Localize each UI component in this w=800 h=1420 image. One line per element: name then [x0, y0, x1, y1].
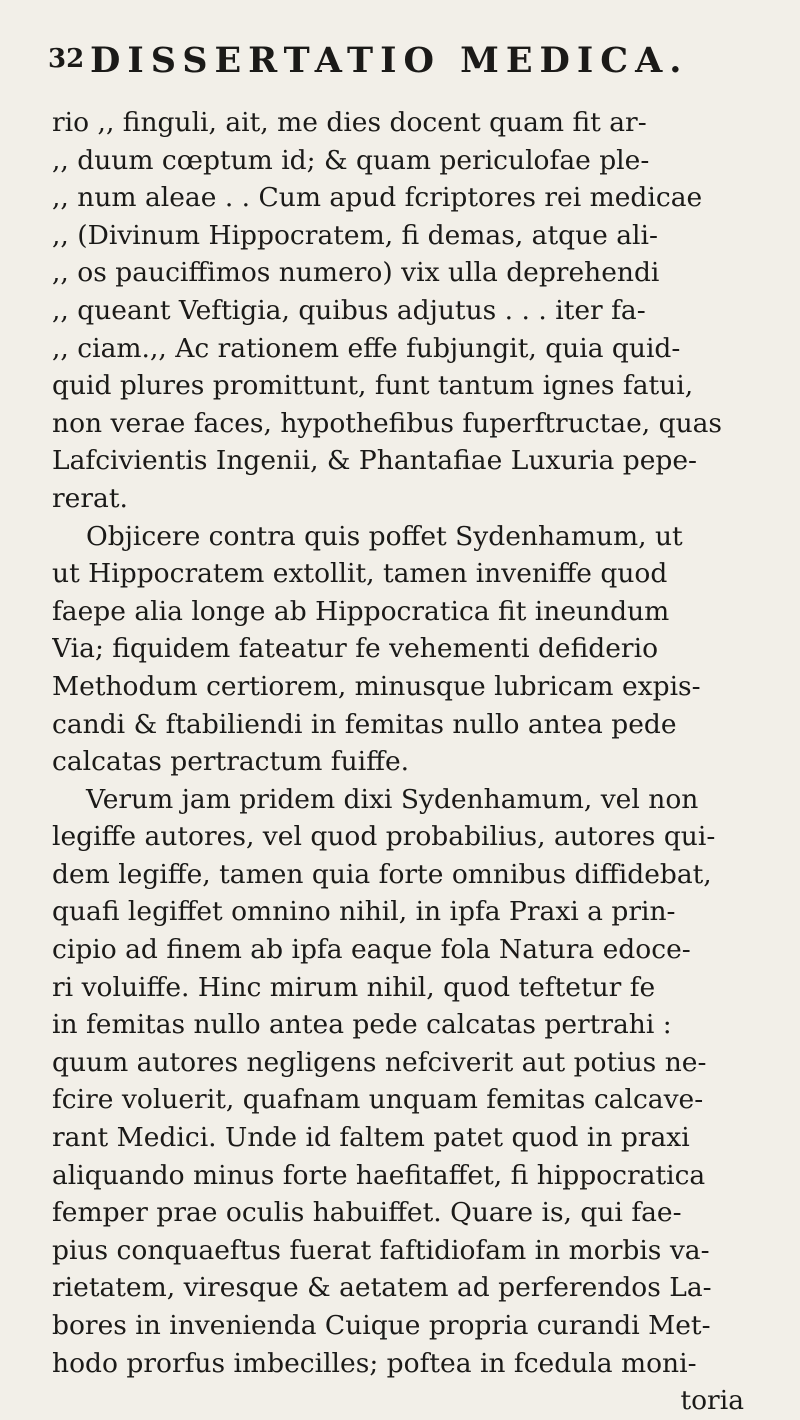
text-line: femper prae oculis habuiffet. Quare is, qui fae- — [52, 1197, 682, 1229]
text-line: Via; fiquidem fateatur fe vehementi defiderio — [52, 633, 659, 665]
text-line: fcire voluerit, quafnam unquam femitas calcave- — [52, 1084, 704, 1116]
text-line: quid plures promittunt, funt tantum ignes fatui, — [52, 370, 694, 402]
text-line: rerat. — [52, 482, 128, 514]
text-line: rant Medici. Unde id faltem patet quod in praxi — [52, 1122, 690, 1154]
text-line: faepe alia longe ab Hippocratica fit ineundum — [52, 595, 670, 627]
text-line: Verum jam pridem dixi Sydenhamum, vel non — [86, 783, 699, 815]
text-line: pius conquaeftus fuerat faftidiofam in morbis va- — [52, 1234, 710, 1266]
text-line: quum autores negligens nefciverit aut potius ne- — [52, 1046, 707, 1078]
text-line: ,, queant Veftigia, quibus adjutus . . . iter fa- — [52, 294, 646, 326]
page-header — [48, 40, 748, 88]
text-line: quafi legiffet omnino nihil, in ipfa Praxi a prin- — [52, 896, 676, 928]
text-line: ri voluiffe. Hinc mirum nihil, quod teftetur fe — [52, 971, 656, 1003]
text-line: dem legiffe, tamen quia forte omnibus diffidebat, — [52, 858, 712, 890]
text-line: ut Hippocratem extollit, tamen inveniffe quod — [52, 558, 668, 590]
text-line: Objicere contra quis poffet Sydenhamum, ut — [86, 520, 683, 552]
text-line: ,, (Divinum Hippocratem, fi demas, atque ali- — [52, 219, 658, 251]
text-line: ,, num aleae . . Cum apud fcriptores rei medicae — [52, 182, 703, 214]
text-line: Lafcivientis Ingenii, & Phantafiae Luxuria pepe- — [52, 445, 698, 477]
text-line: hodo prorfus imbecilles; poftea in fcedula moni- — [52, 1347, 697, 1379]
body-text — [52, 104, 752, 1420]
text-line: candi & ftabiliendi in femitas nullo antea pede — [52, 708, 677, 740]
catchword: toria — [680, 1385, 744, 1417]
text-line: ,, duum cœptum id; & quam periculofae ple- — [52, 144, 650, 176]
text-line: Methodum certiorem, minusque lubricam expis- — [52, 670, 701, 702]
text-line: cipio ad finem ab ipfa eaque fola Natura edoce- — [52, 934, 691, 966]
text-line: non verae faces, hypothefibus fuperftructae, quas — [52, 407, 723, 439]
page-number: 32 — [48, 44, 85, 74]
text-line: legiffe autores, vel quod probabilius, autores qui- — [52, 821, 716, 853]
text-line: ,, os pauciffimos numero) vix ulla deprehendi — [52, 257, 660, 289]
text-line: ,, ciam.,, Ac rationem effe fubjungit, quia quid- — [52, 332, 681, 364]
text-line: calcatas pertractum fuiffe. — [52, 746, 410, 778]
text-line: bores in invenienda Cuique propria curandi Met- — [52, 1310, 711, 1341]
text-line: rio ,, finguli, ait, me dies docent quam fit ar- — [52, 107, 647, 138]
running-title: DISSERTATIO MEDICA. — [90, 40, 689, 81]
text-line: rietatem, viresque & aetatem ad perferendos La- — [52, 1272, 712, 1304]
text-line: in femitas nullo antea pede calcatas pertrahi : — [52, 1009, 672, 1041]
text-line: aliquando minus forte haefitaffet, fi hippocratica — [52, 1159, 706, 1191]
